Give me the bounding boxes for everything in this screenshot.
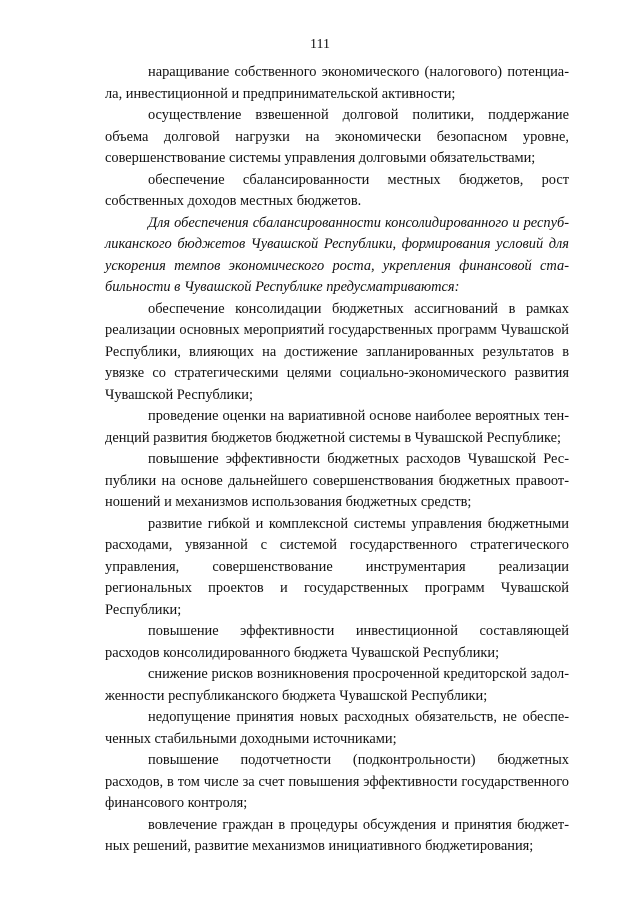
paragraph-4-intro: Для обеспечения сбалансированности консолидированного и республиканского бюджетов Чувашской Республики, формирования условий для ускорения темпов экономического роста, укрепления финансовой стабильности в Чувашской Республике предусматриваются: bbox=[105, 214, 569, 295]
paragraph-12: повышение подотчетности (подконтрольности) бюджетных расходов, в том числе за счет повышения эффективности государственного финансового контроля; bbox=[105, 752, 569, 811]
paragraph-1: наращивание собственного экономического (налогового) потенциала, инвестиционной и предпринимательской активности; bbox=[105, 64, 569, 102]
paragraph-3: обеспечение сбалансированности местных бюджетов, рост собственных доходов местных бюджетов. bbox=[105, 171, 569, 209]
body-text bbox=[105, 62, 569, 858]
paragraph-7: повышение эффективности бюджетных расходов Чувашской Республики на основе дальнейшего совершенствования бюджетных правоотношений и механизмов использования бюджетных средств; bbox=[105, 451, 569, 510]
page-number: 111 bbox=[310, 37, 330, 52]
paragraph-6: проведение оценки на вариативной основе наиболее вероятных тенденций развития бюджетов бюджетной системы в Чувашской Республике; bbox=[105, 408, 569, 446]
paragraph-9: повышение эффективности инвестиционной составляющей расходов консолидированного бюджета Чувашской Республики; bbox=[105, 623, 569, 661]
paragraph-5: обеспечение консолидации бюджетных ассигнований в рамках реализации основных мероприятий государственных программ Чувашской Республики, влияющих на достижение запланированных результатов в увязке со стратегическими целями социально-экономического развития Чувашской Республики; bbox=[105, 300, 569, 403]
paragraph-8: развитие гибкой и комплексной системы управления бюджетными расходами, увязанной с системой государственного стратегического управления, совершенствование инструментария реализации региональных проектов и государственных программ Чувашской Республики; bbox=[105, 515, 569, 618]
paragraph-10: снижение рисков возникновения просроченной кредиторской задолженности республиканского бюджета Чувашской Республики; bbox=[105, 666, 569, 704]
paragraph-2: осуществление взвешенной долговой политики, поддержание объема долговой нагрузки на экономически безопасном уровне, совершенствование системы управления долговыми обязательствами; bbox=[105, 107, 569, 166]
paragraph-13: вовлечение граждан в процедуры обсуждения и принятия бюджетных решений, развитие механизмов инициативного бюджетирования; bbox=[105, 816, 569, 854]
paragraph-11: недопущение принятия новых расходных обязательств, не обеспеченных стабильными доходными источниками; bbox=[105, 709, 569, 747]
